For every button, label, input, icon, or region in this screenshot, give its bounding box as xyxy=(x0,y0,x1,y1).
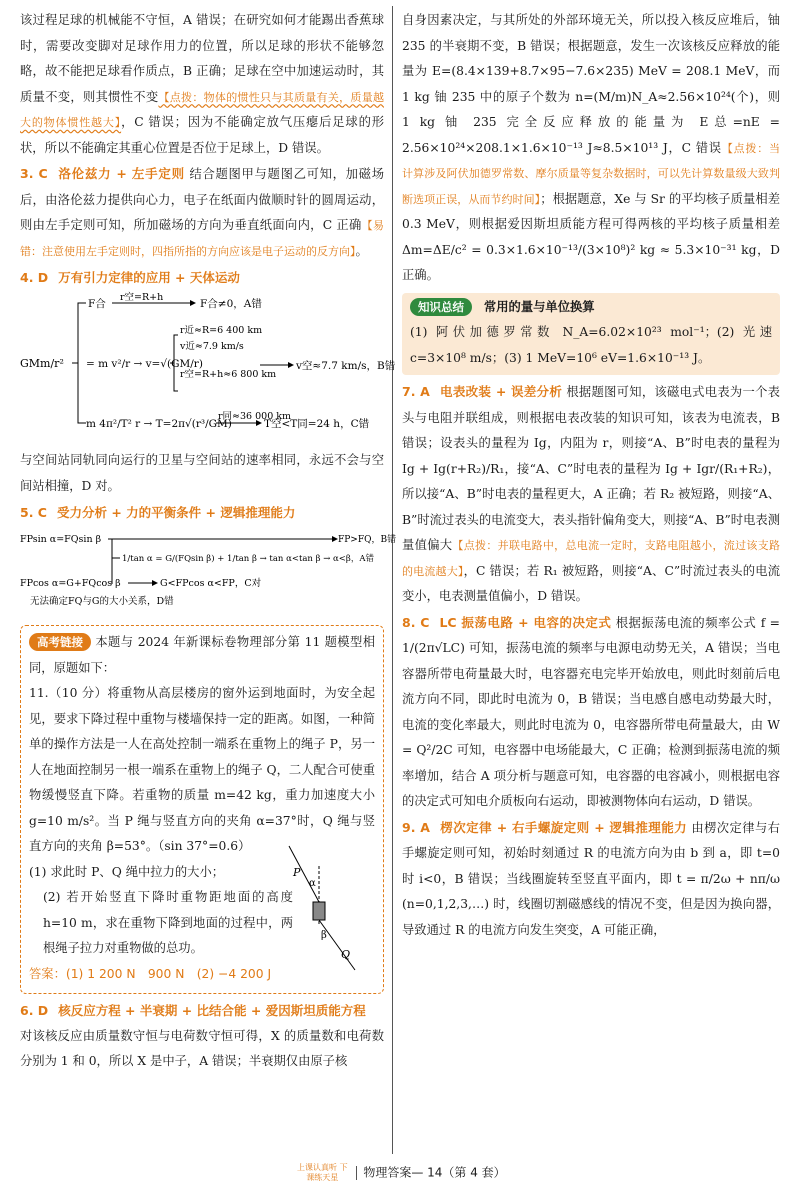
summary-text: (1) 阿伏加德罗常数 N_A=6.02×10²³ mol⁻¹；(2) 光速 c=3×10⁸ m/s；(3) 1 MeV=10⁶ eV=1.6×10⁻¹³ J。 xyxy=(410,325,772,365)
q8-number: 8. C xyxy=(402,614,430,630)
exam-link-intro: 本题与 2024 年新课标卷物理部分第 11 题模型相同，原题如下： xyxy=(29,635,375,675)
q3-paragraph xyxy=(20,161,384,264)
beta-label: β xyxy=(321,929,327,941)
q3-tags: 洛伦兹力 + 左手定则 xyxy=(57,166,185,181)
q3-heading xyxy=(20,166,185,181)
q5-flowchart xyxy=(20,530,397,610)
q6-cont-text: 自身因素决定，与其所处的外部环境无关，所以投入核反应堆后，铀 235 的半衰期不变，B 错误；根据题意，发生一次该核反应释放的能量为 E=(8.4×139+8.7×95−7.6×235) MeV = 208.1 MeV，而 1 kg 铀 235 中的原子个数为 n=(M/m)N_A≈2.56×10²⁴(个)，则 1 kg 铀 235 完全反应释放的能量为 E总=nE = 2.56×10²⁴×208.1×1.6×10⁻¹³ J≈8.5×10¹³ J，C 错误 xyxy=(402,13,780,155)
rope-figure xyxy=(285,846,375,976)
q4-vjin: v近≈7.9 km/s xyxy=(180,340,244,352)
q3-number: 3. C xyxy=(20,166,48,181)
q4-flowchart xyxy=(20,291,396,435)
q7-number: 7. A xyxy=(402,384,430,399)
q8-tags: LC 振荡电路 + 电容的决定式 xyxy=(439,614,612,630)
q7-end: ，C 错误；若 R₁ 被短路，则接“A、C”时流过表头的电流变小，电表测量值偏小，D 错误。 xyxy=(402,563,781,603)
q7-tags: 电表改装 + 误差分析 xyxy=(439,384,563,399)
q4-tlt: T空<T同=24 h，C错 xyxy=(264,417,370,430)
q4-number: 4. D xyxy=(20,270,49,285)
summary-title: 常用的量与单位换算 xyxy=(483,299,595,314)
q4-eq2: m 4π²/T² r → T=2π√(r³/GM) xyxy=(86,417,232,430)
q4-tags: 万有引力定律的应用 + 天体运动 xyxy=(58,270,240,285)
column-divider xyxy=(392,6,393,1154)
q8-heading xyxy=(402,615,611,630)
q4-fhe: F合 xyxy=(88,297,106,310)
q8-text: 根据振荡电流的频率公式 f = 1/(2π√LC) 可知，振荡电流的频率与电源电动势无关，A 错误；当电容器所带电荷量最大时，电容器充电完毕开始放电，则此时刻前后电流方向不同，即此时电流为 0，B 错误；当电感自感电动势最大时，电流的变化率最大，则此时电流为 0，电容器所带电荷量最大，由 W = Q²/2C 可知，电容器中电场能最大，C 正确；检测到振荡电流的频率增加，结合 A 项分析与题意可知，电容器的电容减小，则根据电容的决定式可知电介质板向右运动，即被测物体向右运动，D 错误。 xyxy=(402,615,780,808)
exam-sub1: (1) 求此时 P、Q 绳中拉力的大小； xyxy=(29,864,225,879)
q3-note: 【易错：注意使用左手定则时，四指所指的方向应该是电子运动的反方向】 xyxy=(20,219,384,258)
footer-logo: 上课认真听 下课练天星 xyxy=(297,1163,348,1182)
q5-bottom: 无法确定FQ与G的大小关系，D错 xyxy=(30,595,174,607)
q4-diagram xyxy=(20,291,396,445)
q4-rkong: r空=R+h xyxy=(120,291,164,303)
summary-badge: 知识总结 xyxy=(410,298,472,316)
q9-text: 由楞次定律与右手螺旋定则可知，初始时刻通过 R 的电流方向为由 b 到 a，即 t=0 时 i<0，B 错误；当线圈旋转至竖直平面内，即 t = π/2ω + nπ/ω (n=0,1,2,3,…) 时，线圈切割磁感线的情况不变，但是因为换向器，导致通过 R 的电流方向发生突变，A 可能正确， xyxy=(402,820,780,937)
q6-text: 对该核反应由质量数守恒与电荷数守恒可得，X 的质量数和电荷数分别为 1 和 0，所以 X 是中子，A 错误；半衰期仅由原子核 xyxy=(20,1028,384,1068)
exam-link-badge: 高考链接 xyxy=(29,633,91,651)
weight-block xyxy=(313,902,325,920)
knowledge-summary-box xyxy=(402,293,780,376)
q3-text: 结合题图甲与题图乙可知，加磁场后，由洛伦兹力提供向心力，电子在纸面内做顺时针的圆周运动，则由左手定则可知，所加磁场的方向为垂直纸面向内，C 正确 xyxy=(20,167,384,232)
q4-after: 与空间站同轨同向运行的卫星与空间站的速率相同，永远不会与空间站相撞，D 对。 xyxy=(20,453,384,493)
q4-rtong: r同≈36 000 km xyxy=(218,410,292,422)
q5-mid: 1/tan α = G/(FQsin β) + 1/tan β → tan α<tan β → α<β，A错 xyxy=(122,553,374,564)
q9-number: 9. A xyxy=(402,819,430,835)
q6-tags: 核反应方程 + 半衰期 + 比结合能 + 爱因斯坦质能方程 xyxy=(58,1003,366,1018)
intro-end: ，C 错误；因为不能确定放气压瘪后足球的形状，所以不能确定其重心位置是否位于足球上，D 错误。 xyxy=(20,115,385,155)
page-footer xyxy=(0,1163,800,1183)
q3-end: 。 xyxy=(355,243,368,258)
q6-number: 6. D xyxy=(20,1003,49,1018)
exam-sub2: (2) 若开始竖直下降时重物距地面的高度 h=10 m，求在重物下降到地面的过程中，两根绳子拉力对重物做的总功。 xyxy=(43,890,293,955)
q5-diagram xyxy=(20,530,397,620)
exam-link-box xyxy=(20,625,384,994)
q5-tags: 受力分析 + 力的平衡条件 + 逻辑推理能力 xyxy=(56,505,296,520)
q4-lhs: GMm/r² xyxy=(20,356,64,370)
q4-rjin: r近≈R=6 400 km xyxy=(180,324,263,336)
left-column xyxy=(20,8,397,1075)
alpha-label: α xyxy=(309,877,316,889)
q4-vkong: v空≈7.7 km/s，B错 xyxy=(296,359,396,372)
q4-eq1: = m v²/r → v=√(GM/r) xyxy=(86,357,203,370)
q5-l2: FPcos α=G+FQcos β xyxy=(20,577,121,589)
exam-answer: 答案：(1) 1 200 N 900 N (2) −4 200 J xyxy=(29,966,272,981)
intro-text: 该过程足球的机械能不守恒，A 错误；在研究如何才能踢出香蕉球时，需要改变脚对足球作用力的位置，所以足球的形状不能够忽略，故不能把足球看作质点，B 正确；足球在空中加速运动时，其质量不变，则其惯性不变 xyxy=(20,13,384,104)
q5-heading xyxy=(20,500,384,526)
q5-l1: FPsin α=FQsin β xyxy=(20,533,102,545)
q6-cont-end: ；根据题意，Xe 与 Sr 的平均核子质量相差 0.3 MeV，则根据爱因斯坦质能方程可得两核的平均核子质量相差 Δm=ΔE/c² = 0.3×1.6×10⁻¹³/(3×10⁸)² kg ≈ 5.3×10⁻³¹ kg，D 正确。 xyxy=(402,191,781,282)
q4-heading xyxy=(20,265,384,291)
q9-heading xyxy=(402,820,687,835)
q7-paragraph xyxy=(402,379,780,610)
rope-q-label: Q xyxy=(341,947,351,961)
rope-p-label: P xyxy=(293,865,301,879)
q4-rkong2: r空=R+h≈6 800 km xyxy=(180,368,277,380)
intro-note: 【点拨：物体的惯性只与其质量有关，质量越大的物体惯性越大】 xyxy=(20,90,384,129)
q7-note: 【点拨：并联电路中，总电流一定时，支路电阻越小，流过该支路的电流越大】 xyxy=(402,539,780,578)
exam-question-11: 11.（10 分）将重物从高层楼房的窗外运到地面时，为安全起见，要求下降过程中重物与楼墙保持一定的距离。如图，一种简单的操作方法是一人在高处控制一端系在重物上的绳子 P，另一人在地面控制另一根一端系在重物上的绳子 Q，二人配合可使重物缓慢竖直下降。若重物的质量 m=42 kg，重力加速度大小 g=10 m/s²。当 P 绳与竖直方向的夹角 α=37°时，Q 绳与竖直方向的夹角 β=53°。（sin 37°=0.6） xyxy=(29,686,376,853)
q8-paragraph xyxy=(402,610,780,815)
q5-number: 5. C xyxy=(20,505,47,520)
q5-r2: G<FPcos α<FP，C对 xyxy=(160,577,262,589)
right-column xyxy=(402,8,780,943)
q4-fne0: F合≠0，A错 xyxy=(200,297,262,310)
q6-cont-note: 【点拨：当计算涉及阿伏加德罗常数、摩尔质量等复杂数据时，可以先计算数量级大致判断选项正误，从而节约时间】 xyxy=(402,141,780,206)
q7-text: 根据题图可知，该磁电式电表为一个表头与电阻并联组成，则根据电表改装的知识可知，该表为电流表，B 错误；设表头的量程为 Ig，内阻为 r，则接“A、B”时电表的量程为 Ig + Ig(r+R₂)/R₁，接“A、C”时电表的量程为 Ig + Igr/(R₁+R₂)，所以接“A、B”时电表的量程更大，A 正确；若 R₂ 被短路，则接“A、B”时流过表头的电流变大，表头指针偏角变大，则接“A、B”时电表测量值偏大 xyxy=(402,385,780,552)
exam-question-subparts xyxy=(29,860,375,962)
q7-heading xyxy=(402,384,562,399)
q6-heading xyxy=(20,998,384,1024)
q6-continued xyxy=(402,8,780,289)
footer-title: 物理答案— 14（第 4 套） xyxy=(363,1165,506,1180)
intro-paragraph xyxy=(20,8,384,161)
q5-r1: FP>FQ，B错 xyxy=(338,534,397,545)
q9-paragraph xyxy=(402,815,780,944)
footer-separator xyxy=(356,1166,357,1180)
q9-tags: 楞次定律 + 右手螺旋定则 + 逻辑推理能力 xyxy=(439,819,688,835)
